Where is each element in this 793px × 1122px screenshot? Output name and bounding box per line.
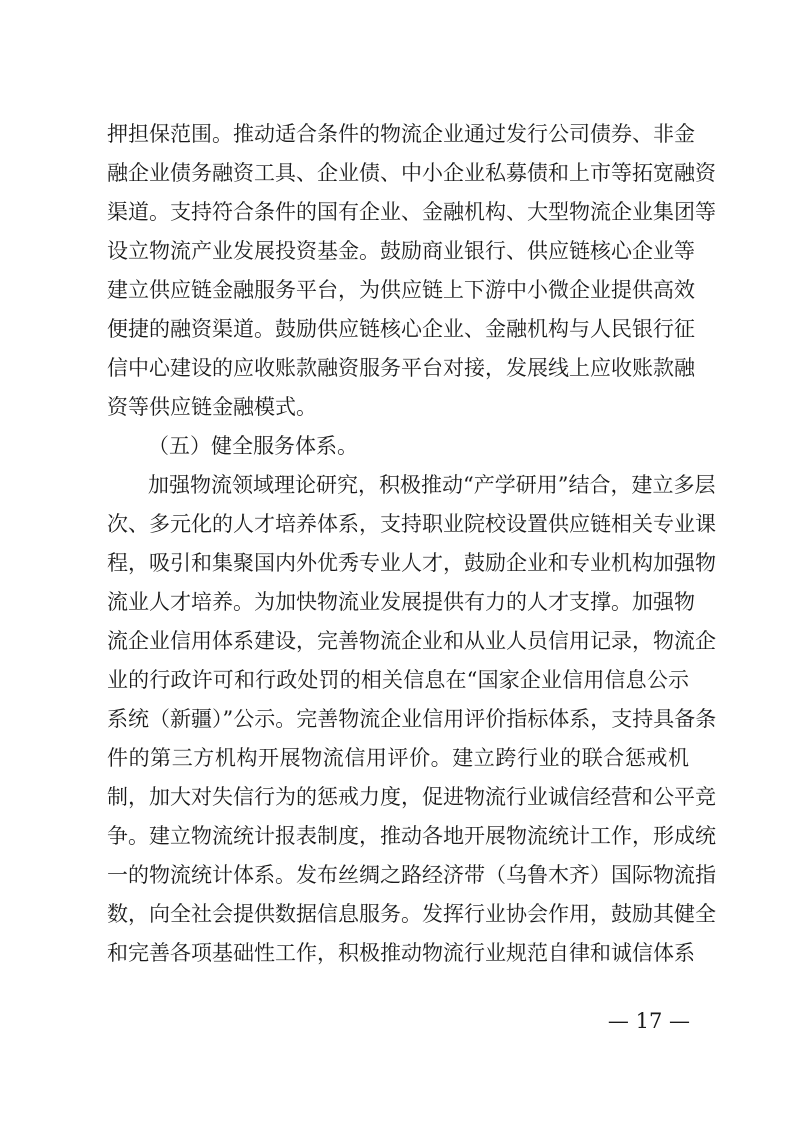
section-heading: （五）健全服务体系。 xyxy=(148,434,358,458)
body-text-line: 流业人才培养。为加快物流业发展提供有力的人才支撑。加强物 xyxy=(107,590,695,614)
body-text-line: 争。建立物流统计报表制度，推动各地开展物流统计工作，形成统 xyxy=(107,824,716,848)
body-text-line: 次、多元化的人才培养体系，支持职业院校设置供应链相关专业课 xyxy=(107,512,716,536)
body-text-line: 融企业债务融资工具、企业债、中小企业私募债和上市等拓宽融资 xyxy=(107,161,716,185)
body-text-line: 业的行政许可和行政处罚的相关信息在“国家企业信用信息公示 xyxy=(107,668,689,692)
body-text-line: 建立供应链金融服务平台，为供应链上下游中小微企业提供高效 xyxy=(107,278,695,302)
body-text-line: 加强物流领域理论研究，积极推动“产学研用”结合，建立多层 xyxy=(148,473,716,497)
body-text-line: 信中心建设的应收账款融资服务平台对接，发展线上应收账款融 xyxy=(107,356,695,380)
body-text-line: 渠道。支持符合条件的国有企业、金融机构、大型物流企业集团等 xyxy=(107,200,716,224)
body-text-line: 系统（新疆）”公示。完善物流企业信用评价指标体系，支持具备条 xyxy=(107,707,717,731)
body-text-line: 数，向全社会提供数据信息服务。发挥行业协会作用，鼓励其健全 xyxy=(107,902,716,926)
body-text-line: 资等供应链金融模式。 xyxy=(107,395,317,419)
body-text-line: 件的第三方机构开展物流信用评价。建立跨行业的联合惩戒机 xyxy=(107,746,689,770)
body-text-line: 设立物流产业发展投资基金。鼓励商业银行、供应链核心企业等 xyxy=(107,239,695,263)
body-text-line: 程，吸引和集聚国内外优秀专业人才，鼓励企业和专业机构加强物 xyxy=(107,551,716,575)
body-text-line: 便捷的融资渠道。鼓励供应链核心企业、金融机构与人民银行征 xyxy=(107,317,695,341)
body-text-line: 押担保范围。推动适合条件的物流企业通过发行公司债券、非金 xyxy=(107,122,695,146)
body-text-line: 一的物流统计体系。发布丝绸之路经济带（乌鲁木齐）国际物流指 xyxy=(107,863,716,887)
body-text-line: 流企业信用体系建设，完善物流企业和从业人员信用记录，物流企 xyxy=(107,629,716,653)
body-text-line: 和完善各项基础性工作，积极推动物流行业规范自律和诚信体系 xyxy=(107,941,695,965)
body-text-line: 制，加大对失信行为的惩戒力度，促进物流行业诚信经营和公平竞 xyxy=(107,785,716,809)
page-number: — 17 — xyxy=(607,1009,690,1033)
